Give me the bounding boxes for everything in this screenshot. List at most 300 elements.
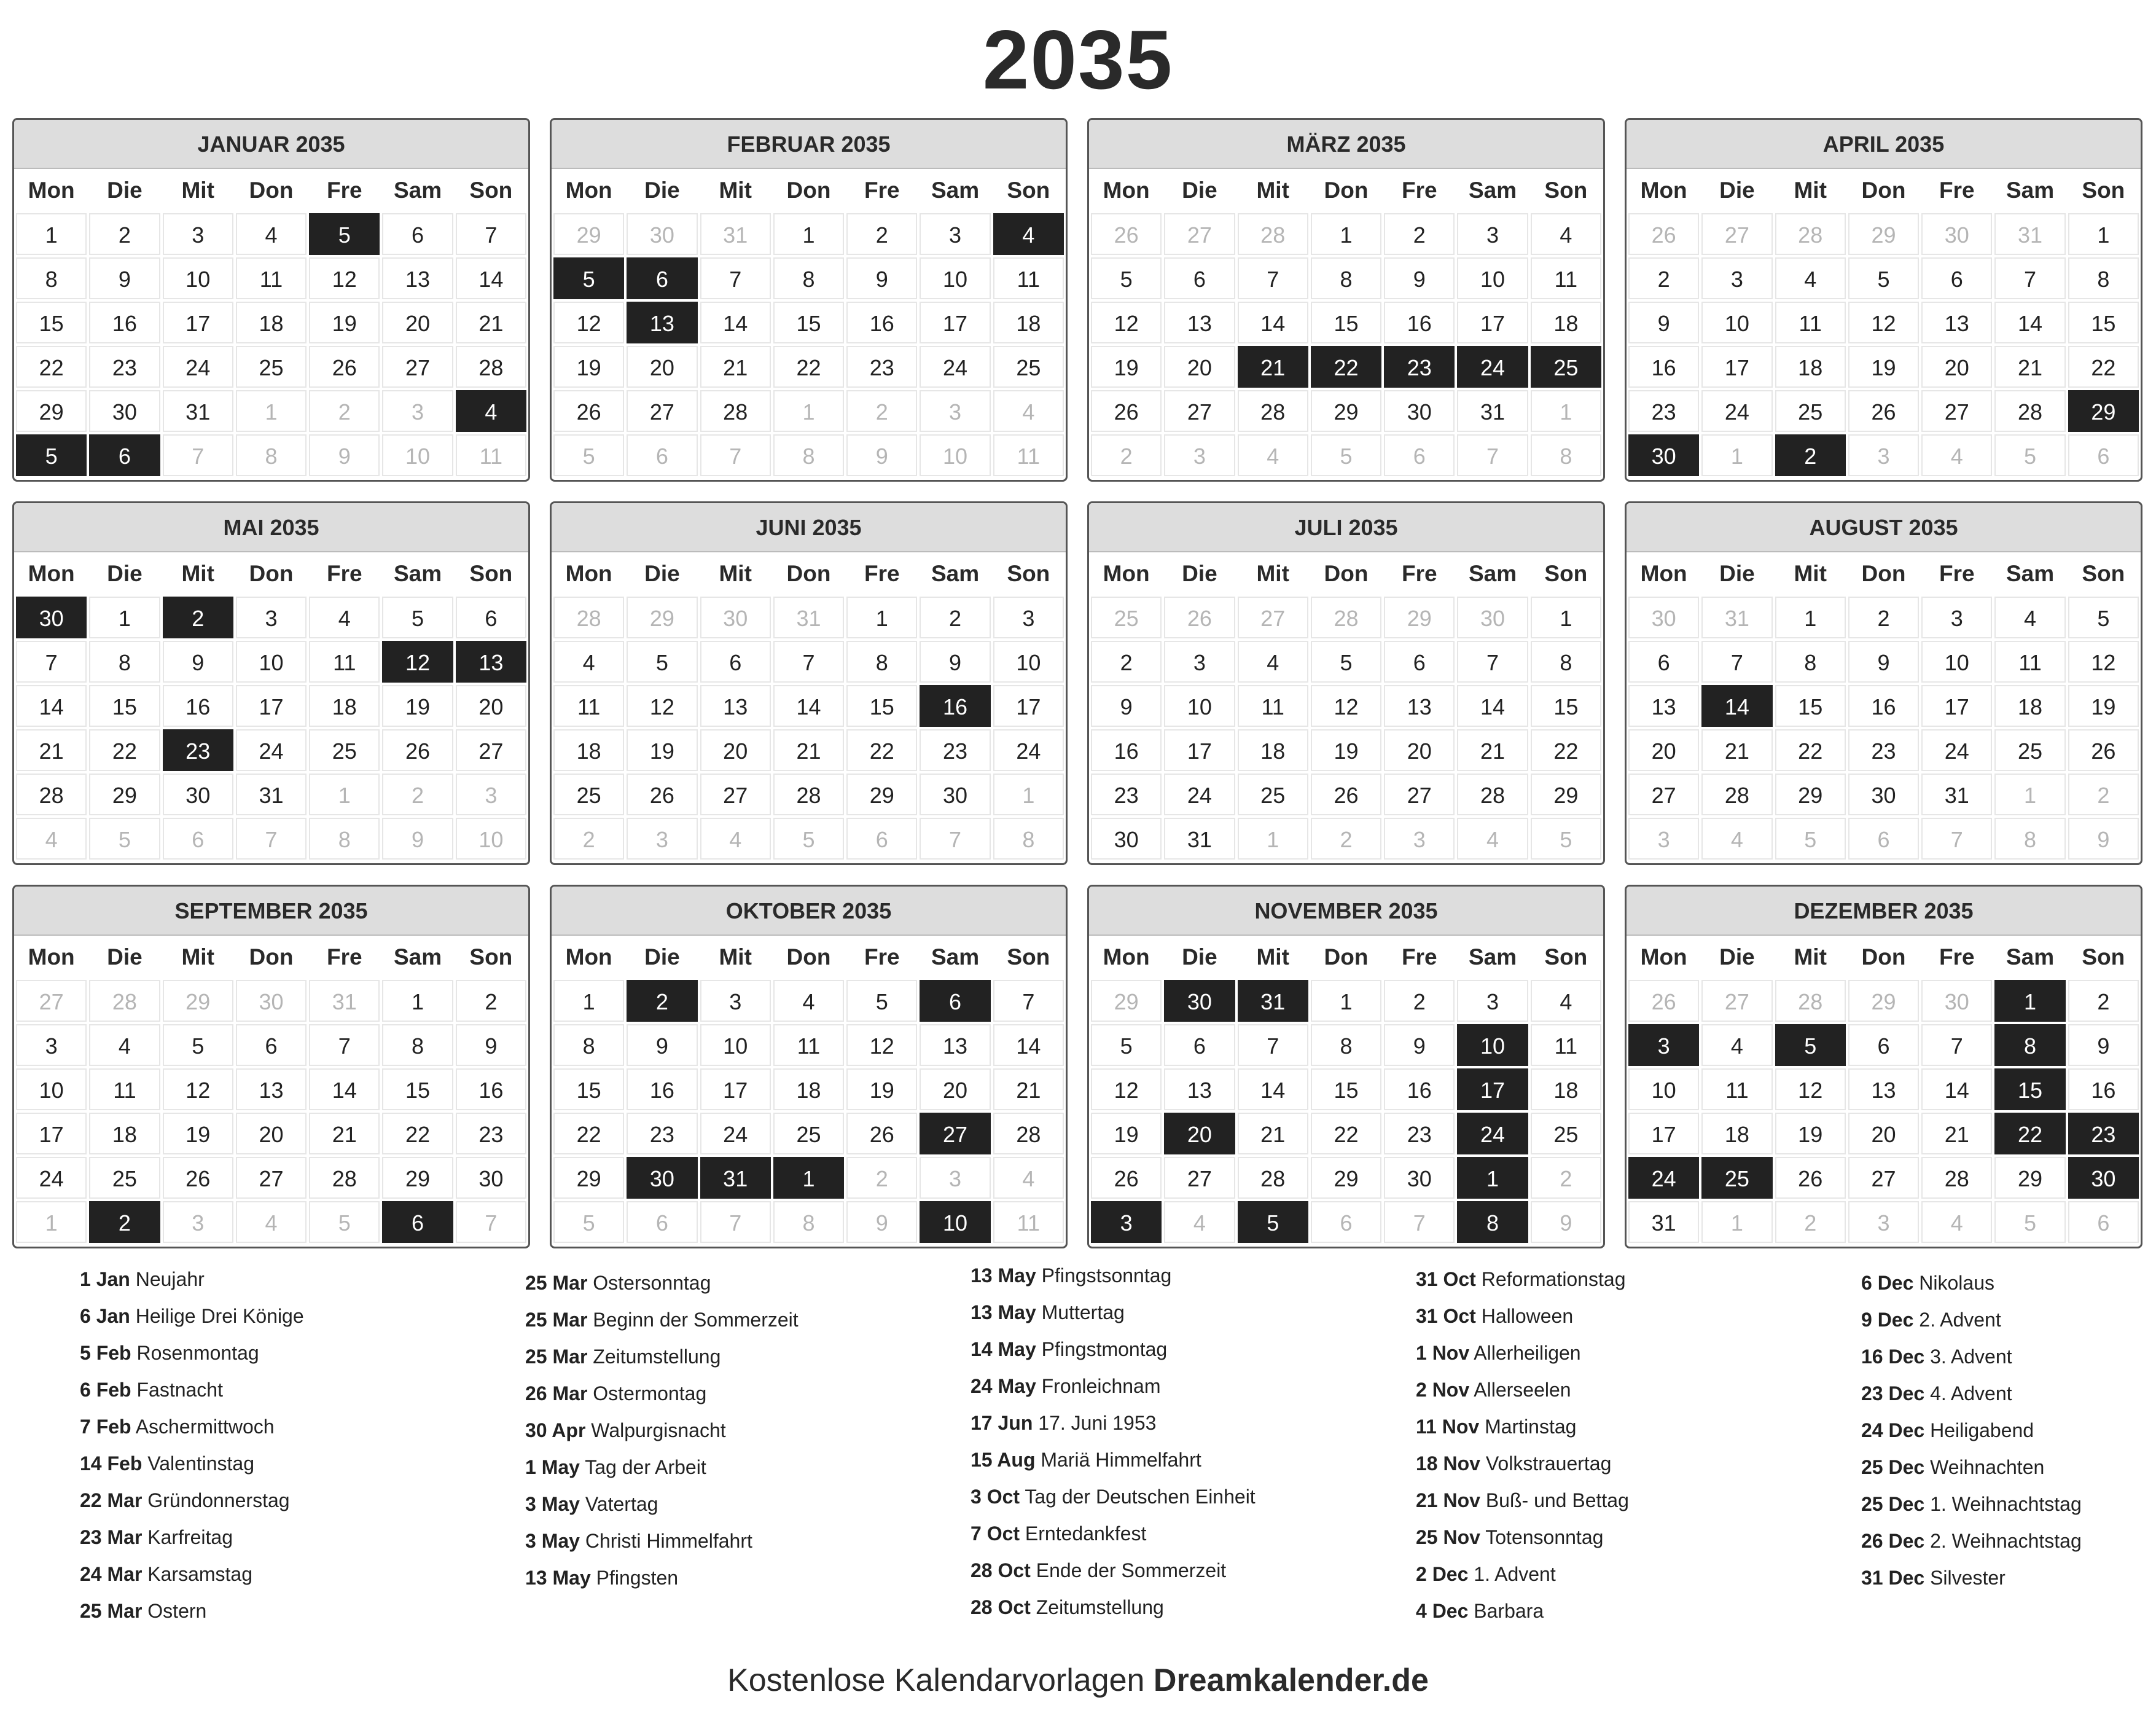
highlighted-day: 3 — [1628, 1024, 1699, 1066]
holiday-date: 13 May — [971, 1264, 1036, 1287]
day-cell: 14 — [1238, 1068, 1308, 1110]
holiday-item — [1416, 1261, 1858, 1298]
day-cell: 17 — [1164, 729, 1235, 771]
adjacent-month-day: 28 — [553, 597, 624, 638]
day-cell: 24 — [993, 729, 1064, 771]
day-cell: 20 — [1848, 1113, 1919, 1154]
holiday-column — [1861, 1264, 2156, 1596]
holiday-item — [1861, 1486, 2156, 1522]
adjacent-month-day: 4 — [1164, 1201, 1235, 1243]
weekday-header: Fre — [1939, 561, 1975, 586]
highlighted-day: 1 — [1994, 980, 2065, 1022]
weekday-header: Sam — [393, 944, 442, 970]
holiday-item — [1861, 1449, 2156, 1486]
adjacent-month-day: 29 — [1848, 213, 1919, 255]
day-cell: 7 — [16, 641, 87, 683]
weekday-header: Mon — [1640, 944, 1687, 970]
day-cell: 27 — [1164, 390, 1235, 432]
day-cell: 4 — [1994, 597, 2065, 638]
holiday-date: 1 Nov — [1416, 1342, 1470, 1364]
holiday-date: 6 Jan — [80, 1305, 130, 1327]
day-cell: 25 — [1994, 729, 2065, 771]
day-cell: 15 — [2068, 302, 2139, 343]
day-cell: 27 — [1164, 1157, 1235, 1199]
highlighted-day: 4 — [993, 213, 1064, 255]
adjacent-month-day: 1 — [16, 1201, 87, 1243]
holiday-name: Heiligabend — [1924, 1419, 2034, 1441]
holiday-item — [1416, 1556, 1858, 1593]
holiday-name: Aschermittwoch — [131, 1416, 275, 1438]
holiday-item — [80, 1556, 522, 1593]
holiday-item — [1861, 1301, 2156, 1338]
day-cell: 28 — [1921, 1157, 1992, 1199]
day-cell: 24 — [700, 1113, 771, 1154]
month-card — [1087, 118, 1605, 482]
day-cell: 5 — [627, 641, 697, 683]
weekday-header: Mon — [28, 944, 75, 970]
day-cell: 18 — [1531, 302, 1601, 343]
holiday-date: 7 Feb — [80, 1416, 131, 1438]
day-cell: 27 — [1921, 390, 1992, 432]
holiday-name: Gründonnerstag — [142, 1489, 290, 1511]
holiday-name: 4. Advent — [1924, 1382, 2012, 1405]
day-grid — [552, 552, 1066, 860]
day-cell: 29 — [1775, 774, 1846, 815]
highlighted-day: 2 — [89, 1201, 160, 1243]
day-cell: 4 — [1531, 213, 1601, 255]
day-cell: 31 — [163, 390, 233, 432]
holiday-name: Pfingstsonntag — [1036, 1264, 1172, 1287]
holiday-date: 24 Mar — [80, 1563, 143, 1585]
adjacent-month-day: 6 — [2068, 1201, 2139, 1243]
adjacent-month-day: 2 — [382, 774, 453, 815]
day-cell: 1 — [773, 213, 844, 255]
adjacent-month-day: 9 — [1531, 1201, 1601, 1243]
day-cell: 20 — [236, 1113, 307, 1154]
day-cell: 20 — [1384, 729, 1455, 771]
weekday-header: Die — [107, 944, 143, 970]
day-cell: 29 — [1531, 774, 1601, 815]
day-cell: 14 — [700, 302, 771, 343]
weekday-header: Sam — [1468, 944, 1517, 970]
day-cell: 7 — [993, 980, 1064, 1022]
holiday-name: Neujahr — [130, 1268, 205, 1290]
holiday-item — [80, 1408, 522, 1445]
weekday-header: Mit — [181, 944, 214, 970]
adjacent-month-day: 4 — [700, 818, 771, 860]
day-cell: 4 — [553, 641, 624, 683]
day-cell: 20 — [627, 346, 697, 388]
holiday-item — [1861, 1264, 2156, 1301]
holiday-item — [1861, 1559, 2156, 1596]
holiday-item — [525, 1338, 967, 1375]
highlighted-day: 24 — [1457, 346, 1528, 388]
footer-brand[interactable]: Dreamkalender.de — [1153, 1663, 1429, 1698]
day-cell: 19 — [627, 729, 697, 771]
holiday-item — [1861, 1375, 2156, 1412]
day-cell: 12 — [627, 685, 697, 727]
day-cell: 19 — [1091, 1113, 1162, 1154]
day-cell: 29 — [553, 1157, 624, 1199]
day-cell: 28 — [456, 346, 526, 388]
day-cell: 23 — [1384, 1113, 1455, 1154]
day-cell: 16 — [2068, 1068, 2139, 1110]
holiday-item — [525, 1301, 967, 1338]
day-cell: 3 — [16, 1024, 87, 1066]
holiday-item — [971, 1368, 1413, 1405]
day-cell: 9 — [2068, 1024, 2139, 1066]
highlighted-day: 30 — [16, 597, 87, 638]
day-cell: 10 — [236, 641, 307, 683]
day-cell: 25 — [1531, 1113, 1601, 1154]
adjacent-month-day: 30 — [1457, 597, 1528, 638]
day-cell: 2 — [920, 597, 990, 638]
adjacent-month-day: 9 — [2068, 818, 2139, 860]
weekday-header: Fre — [1401, 944, 1437, 970]
holiday-item — [1416, 1298, 1858, 1334]
day-cell: 5 — [382, 597, 453, 638]
day-cell: 28 — [309, 1157, 380, 1199]
weekday-header: Son — [1544, 178, 1588, 203]
weekday-header: Don — [1324, 178, 1369, 203]
weekday-header: Don — [1861, 561, 1906, 586]
month-card — [1087, 501, 1605, 865]
day-cell: 20 — [920, 1068, 990, 1110]
highlighted-day: 22 — [1994, 1113, 2065, 1154]
day-grid — [1089, 169, 1603, 476]
day-cell: 2 — [89, 213, 160, 255]
adjacent-month-day: 6 — [1384, 434, 1455, 476]
adjacent-month-day: 30 — [627, 213, 697, 255]
day-cell: 27 — [1384, 774, 1455, 815]
day-cell: 2 — [1384, 213, 1455, 255]
day-cell: 25 — [1238, 774, 1308, 815]
adjacent-month-day: 4 — [1921, 1201, 1992, 1243]
day-cell: 31 — [1164, 818, 1235, 860]
adjacent-month-day: 4 — [1921, 434, 1992, 476]
adjacent-month-day: 9 — [309, 434, 380, 476]
highlighted-day: 22 — [1311, 346, 1381, 388]
holiday-name: Muttertag — [1036, 1301, 1125, 1323]
weekday-header: Fre — [864, 561, 900, 586]
day-cell: 19 — [1091, 346, 1162, 388]
highlighted-day: 20 — [1164, 1113, 1235, 1154]
day-cell: 7 — [700, 257, 771, 299]
holiday-item — [971, 1589, 1413, 1626]
day-cell: 11 — [773, 1024, 844, 1066]
adjacent-month-day: 1 — [993, 774, 1064, 815]
holiday-name: Ostern — [142, 1600, 207, 1622]
day-cell: 9 — [920, 641, 990, 683]
day-cell: 25 — [309, 729, 380, 771]
day-cell: 1 — [1311, 980, 1381, 1022]
weekday-header: Mit — [181, 178, 214, 203]
day-cell: 13 — [700, 685, 771, 727]
weekday-header: Mit — [1794, 178, 1827, 203]
adjacent-month-day: 2 — [1775, 1201, 1846, 1243]
weekday-header: Mit — [1794, 944, 1827, 970]
adjacent-month-day: 10 — [920, 434, 990, 476]
holiday-date: 7 Oct — [971, 1522, 1020, 1545]
day-cell: 20 — [1921, 346, 1992, 388]
holiday-item — [525, 1412, 967, 1449]
adjacent-month-day: 6 — [2068, 434, 2139, 476]
adjacent-month-day: 7 — [700, 1201, 771, 1243]
weekday-header: Fre — [864, 944, 900, 970]
day-cell: 18 — [1994, 685, 2065, 727]
day-cell: 26 — [1775, 1157, 1846, 1199]
day-cell: 28 — [16, 774, 87, 815]
day-cell: 15 — [1311, 1068, 1381, 1110]
day-cell: 4 — [1775, 257, 1846, 299]
adjacent-month-day: 8 — [236, 434, 307, 476]
adjacent-month-day: 11 — [456, 434, 526, 476]
holiday-name: Pfingsten — [590, 1567, 679, 1589]
day-cell: 19 — [2068, 685, 2139, 727]
day-cell: 23 — [456, 1113, 526, 1154]
weekday-header: Mon — [28, 178, 75, 203]
day-cell: 24 — [1921, 729, 1992, 771]
day-cell: 16 — [1848, 685, 1919, 727]
holiday-date: 17 Jun — [971, 1412, 1033, 1434]
adjacent-month-day: 28 — [1775, 213, 1846, 255]
adjacent-month-day: 1 — [1238, 818, 1308, 860]
day-cell: 20 — [456, 685, 526, 727]
adjacent-month-day: 2 — [1531, 1157, 1601, 1199]
day-cell: 17 — [1921, 685, 1992, 727]
adjacent-month-day: 26 — [1628, 980, 1699, 1022]
holiday-name: Volkstrauertag — [1480, 1452, 1612, 1475]
holiday-name: Fastnacht — [131, 1379, 223, 1401]
day-cell: 15 — [1775, 685, 1846, 727]
day-cell: 31 — [1628, 1201, 1699, 1243]
adjacent-month-day: 31 — [309, 980, 380, 1022]
adjacent-month-day: 30 — [1921, 980, 1992, 1022]
day-cell: 23 — [1628, 390, 1699, 432]
day-cell: 15 — [846, 685, 917, 727]
holiday-item — [80, 1445, 522, 1482]
day-cell: 11 — [1238, 685, 1308, 727]
holiday-item — [80, 1334, 522, 1371]
day-cell: 28 — [700, 390, 771, 432]
weekday-header: Sam — [2006, 561, 2055, 586]
day-cell: 7 — [1921, 1024, 1992, 1066]
day-cell: 18 — [1531, 1068, 1601, 1110]
adjacent-month-day: 5 — [1531, 818, 1601, 860]
day-cell: 25 — [236, 346, 307, 388]
adjacent-month-day: 3 — [1848, 434, 1919, 476]
day-grid — [552, 936, 1066, 1243]
holiday-name: 2. Advent — [1913, 1309, 2001, 1331]
weekday-header: Don — [249, 178, 294, 203]
weekday-header: Don — [786, 944, 831, 970]
holiday-date: 25 Dec — [1861, 1456, 1925, 1478]
holiday-name: Christi Himmelfahrt — [579, 1530, 752, 1552]
holiday-date: 1 Jan — [80, 1268, 130, 1290]
day-cell: 6 — [1921, 257, 1992, 299]
adjacent-month-day: 1 — [773, 390, 844, 432]
holiday-name: Allerseelen — [1469, 1379, 1571, 1401]
month-title: MÄRZ 2035 — [1089, 120, 1603, 169]
weekday-header: Son — [469, 944, 513, 970]
highlighted-day: 15 — [1994, 1068, 2065, 1110]
weekday-header: Die — [1719, 561, 1755, 586]
holiday-item — [1861, 1338, 2156, 1375]
adjacent-month-day: 6 — [163, 818, 233, 860]
holiday-item — [1416, 1519, 1858, 1556]
adjacent-month-day: 11 — [993, 434, 1064, 476]
day-cell: 5 — [1311, 641, 1381, 683]
day-cell: 2 — [1384, 980, 1455, 1022]
month-title: JULI 2035 — [1089, 503, 1603, 552]
holiday-item — [80, 1298, 522, 1334]
weekday-header: Fre — [1401, 178, 1437, 203]
day-cell: 1 — [1311, 213, 1381, 255]
day-cell: 11 — [1994, 641, 2065, 683]
adjacent-month-day: 3 — [1164, 434, 1235, 476]
holiday-date: 25 Mar — [525, 1309, 588, 1331]
weekday-header: Sam — [931, 178, 980, 203]
day-cell: 19 — [1775, 1113, 1846, 1154]
adjacent-month-day: 5 — [1775, 818, 1846, 860]
day-cell: 26 — [1848, 390, 1919, 432]
day-cell: 11 — [1531, 257, 1601, 299]
day-cell: 24 — [16, 1157, 87, 1199]
weekday-header: Die — [644, 944, 680, 970]
day-cell: 10 — [993, 641, 1064, 683]
holiday-name: Walpurgisnacht — [585, 1419, 726, 1441]
day-cell: 17 — [163, 302, 233, 343]
day-cell: 29 — [1311, 1157, 1381, 1199]
adjacent-month-day: 8 — [1531, 434, 1601, 476]
highlighted-day: 6 — [89, 434, 160, 476]
adjacent-month-day: 3 — [920, 1157, 990, 1199]
weekday-header: Die — [107, 178, 143, 203]
day-cell: 15 — [382, 1068, 453, 1110]
holiday-date: 26 Mar — [525, 1382, 588, 1405]
holiday-name: Zeitumstellung — [587, 1346, 721, 1368]
day-cell: 1 — [2068, 213, 2139, 255]
weekday-header: Mon — [1103, 944, 1150, 970]
adjacent-month-day: 7 — [700, 434, 771, 476]
holiday-date: 28 Oct — [971, 1559, 1031, 1581]
weekday-header: Die — [1182, 561, 1217, 586]
day-cell: 22 — [2068, 346, 2139, 388]
adjacent-month-day: 31 — [773, 597, 844, 638]
day-cell: 7 — [1701, 641, 1772, 683]
day-cell: 23 — [627, 1113, 697, 1154]
day-cell: 3 — [993, 597, 1064, 638]
holiday-name: Ostersonntag — [587, 1272, 711, 1294]
weekday-header: Mit — [719, 944, 752, 970]
holiday-date: 16 Dec — [1861, 1346, 1925, 1368]
highlighted-day: 23 — [1384, 346, 1455, 388]
day-cell: 8 — [1311, 1024, 1381, 1066]
holiday-name: Reformationstag — [1475, 1268, 1626, 1290]
day-cell: 19 — [846, 1068, 917, 1110]
holiday-item — [1416, 1445, 1858, 1482]
month-card — [1087, 885, 1605, 1248]
day-cell: 17 — [993, 685, 1064, 727]
day-cell: 26 — [1311, 774, 1381, 815]
adjacent-month-day: 3 — [1628, 818, 1699, 860]
holiday-item — [525, 1264, 967, 1301]
weekday-header: Don — [1861, 178, 1906, 203]
day-cell: 10 — [1164, 685, 1235, 727]
day-cell: 29 — [382, 1157, 453, 1199]
highlighted-day: 25 — [1701, 1157, 1772, 1199]
holiday-item — [525, 1522, 967, 1559]
day-cell: 26 — [553, 390, 624, 432]
day-cell: 5 — [846, 980, 917, 1022]
adjacent-month-day: 6 — [627, 434, 697, 476]
adjacent-month-day: 9 — [382, 818, 453, 860]
day-cell: 3 — [700, 980, 771, 1022]
day-cell: 22 — [16, 346, 87, 388]
weekday-header: Don — [1324, 561, 1369, 586]
holiday-item — [1861, 1412, 2156, 1449]
day-cell: 26 — [382, 729, 453, 771]
day-cell: 23 — [846, 346, 917, 388]
adjacent-month-day: 2 — [309, 390, 380, 432]
day-cell: 18 — [309, 685, 380, 727]
holiday-date: 2 Nov — [1416, 1379, 1470, 1401]
day-cell: 28 — [1238, 390, 1308, 432]
month-card — [550, 885, 1068, 1248]
highlighted-day: 2 — [1775, 434, 1846, 476]
adjacent-month-day: 29 — [627, 597, 697, 638]
holiday-name: Valentinstag — [142, 1452, 255, 1475]
holiday-date: 31 Oct — [1416, 1268, 1476, 1290]
weekday-header: Fre — [326, 944, 362, 970]
weekday-header: Don — [249, 561, 294, 586]
day-cell: 10 — [1921, 641, 1992, 683]
highlighted-day: 30 — [1628, 434, 1699, 476]
weekday-header: Sam — [2006, 178, 2055, 203]
day-cell: 31 — [1457, 390, 1528, 432]
adjacent-month-day: 26 — [1628, 213, 1699, 255]
adjacent-month-day: 7 — [456, 1201, 526, 1243]
adjacent-month-day: 3 — [456, 774, 526, 815]
adjacent-month-day: 3 — [1384, 818, 1455, 860]
holiday-name: Tag der Deutschen Einheit — [1020, 1486, 1256, 1508]
highlighted-day: 30 — [2068, 1157, 2139, 1199]
holiday-item — [1416, 1593, 1858, 1629]
day-cell: 3 — [236, 597, 307, 638]
holiday-name: Vatertag — [579, 1493, 658, 1515]
highlighted-day: 17 — [1457, 1068, 1528, 1110]
month-card — [12, 885, 530, 1248]
day-cell: 17 — [920, 302, 990, 343]
day-cell: 20 — [382, 302, 453, 343]
weekday-header: Mit — [181, 561, 214, 586]
month-title: JUNI 2035 — [552, 503, 1066, 552]
holiday-date: 28 Oct — [971, 1596, 1031, 1618]
weekday-header: Son — [469, 561, 513, 586]
holiday-name: Buß- und Bettag — [1480, 1489, 1629, 1511]
day-cell: 20 — [1628, 729, 1699, 771]
holiday-date: 26 Dec — [1861, 1530, 1925, 1552]
month-title: JANUAR 2035 — [14, 120, 528, 169]
day-cell: 3 — [1457, 213, 1528, 255]
holiday-date: 14 May — [971, 1338, 1036, 1360]
adjacent-month-day: 28 — [1311, 597, 1381, 638]
weekday-header: Mon — [565, 561, 612, 586]
adjacent-month-day: 28 — [89, 980, 160, 1022]
holiday-date: 30 Apr — [525, 1419, 586, 1441]
day-cell: 16 — [1384, 1068, 1455, 1110]
day-cell: 6 — [1164, 1024, 1235, 1066]
